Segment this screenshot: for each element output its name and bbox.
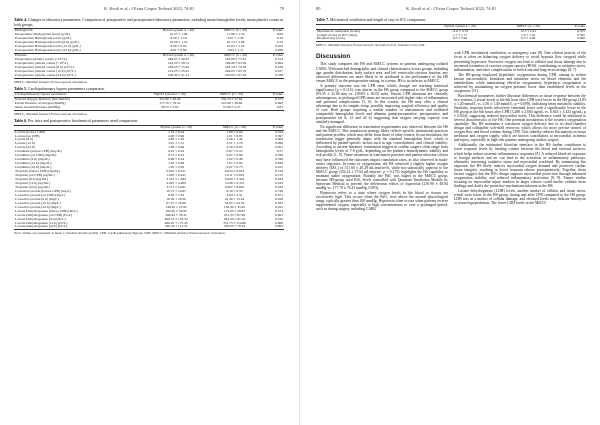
table-cell: 0.050 xyxy=(275,44,283,48)
table-cell: 8.5 ± 3.96 xyxy=(421,37,499,41)
column-header: Hybrid system n = 20) xyxy=(421,24,499,29)
table-cell: 0.574 xyxy=(275,208,283,213)
table6 xyxy=(14,125,284,231)
table-cell: 10.63 ± 1.19 xyxy=(226,44,245,48)
text-column-left xyxy=(316,51,448,212)
table-cell: 0.69 xyxy=(276,32,283,37)
column-header: MiECC (n = 20) xyxy=(499,24,557,29)
table-cell: 2.01 ± 0.85 xyxy=(226,133,243,138)
table7 xyxy=(316,24,586,43)
table-cell: Creatinine (on CPB) (mg/dL) xyxy=(15,153,57,158)
table-cell: 9.01 ± 0.84 xyxy=(170,47,187,52)
table-cell: Mechanical ventilation (hours) xyxy=(317,28,361,33)
table-cell: 175.65 ± 28.07 xyxy=(223,208,246,213)
table7-note: MiECC, Minimal Invasive Extracorporeal circulation; ICU, Intensive Care Unit. xyxy=(316,43,426,48)
table-cell: 1.68 ± 0.60 xyxy=(226,129,243,134)
table-cell: 233.10 ± 70.58 xyxy=(225,64,247,69)
column-header: P value xyxy=(557,24,586,29)
table-cell: 58.55 ± 3.97 xyxy=(135,106,206,110)
table-cell: 0.768 xyxy=(275,153,283,158)
table-cell: 282.20 ± 81.02 xyxy=(223,216,246,221)
table-cell: 1.02 ± 0.48 xyxy=(226,157,243,162)
table-cell: 0.058 xyxy=(275,196,283,201)
table-cell: Postoperative platelet counts (×10⁹/L) xyxy=(15,60,69,65)
table6-label: Table 6. xyxy=(14,119,28,124)
table-cell: Postoperative Hemoglobin levels (12 h) (g/dL) xyxy=(15,44,81,48)
column-header: P value xyxy=(258,93,284,98)
table-cell: 214.25 ± 45.41 xyxy=(167,68,190,73)
table-cell: C-reactive protein (before CPB) (mg/L) xyxy=(15,188,71,193)
table-cell: Preoperative platelet counts (×10⁹/L) xyxy=(15,56,67,61)
table-cell: 3.51 ± 1.76 xyxy=(226,141,243,146)
table-cell: 406.73 ± 178.54 xyxy=(164,216,188,221)
table-cell: Postoperative platelet counts (12 h) (10⁹/L) xyxy=(15,68,76,73)
body-paragraph: This study compares the HS and MiECC systems in patients undergoing isolated CABG. With matched demographic and clinical characteristics across groups, including age, gender distribution, body surface area, and left ventricular ejection fraction, any observed differences are more likely to be attributed to the performance of the HS versus MiECC in the perioperative setting; in a sense, HS is no inferior to MiECC. xyxy=(316,62,448,83)
table-cell: Creatinine (6 h) (mg/dL) xyxy=(15,157,50,162)
table-cell: Lactate (12 h) xyxy=(15,141,35,146)
column-header: MiECC (n = 20) xyxy=(205,93,258,98)
table-cell: Hybrid system n = 20) xyxy=(146,53,211,57)
table-row xyxy=(14,225,284,229)
table-cell: 0.97 ± 0.75 xyxy=(226,165,243,170)
table-cell: 0.291 xyxy=(275,204,283,209)
table-cell: 351.75 ± 114.80 xyxy=(223,220,246,225)
table-cell: 0.010 xyxy=(275,216,283,221)
table-cell: 0.090 xyxy=(275,141,283,146)
body-paragraph: No significant difference in transfusion requirements was observed between the HS and the MiECC. This transfusion strategy likely reflects specific institutional practices and patient profiles, which may differ from those of other centers. In our institution, the transfusion trigger generally aligns with the standard hemoglobin level, which is influenced by patient-specific factors such as age, comorbidities, and clinical stability. According to current literature, transfusion triggers in cardiac surgery often range from hemoglobin levels of 7-8 g/dL, depending on the patient's hemodynamic stability and risk profile [1, 5]. These variations in transfusion practices and patient selection criteria may have influenced the outcomes impact transfusion rates, as also observed in multi-center registries. In terms of oxygenation, the HS achieved a slightly higher oxygen delivery (DO₂) of 311.60 ± 28.29 mL/min/m²/h, while not statistically superior to the MiECC group (332.23 ± 57.64 mL/min/m², p = 0.275), highlights the HS capability to maintain stable oxygenation. Notably, the Pa0₂ was higher in the MiECC group, because HS-group used Pa0₂ levels controlled with Quantum Ventilation Module by Spectrum Medical to prevent the deleterious effects of hyperoxia (210.90 ± 49.84 mmHg vs. 177.70 ± 76.41 mmHg, 0.093). xyxy=(316,125,448,190)
table-cell: 12.5 ± 2.41 xyxy=(520,28,537,33)
table-cell: Creatinine (24 h) (mg/dL) xyxy=(15,165,52,170)
table-cell: 0.597 xyxy=(275,133,283,138)
table-cell: C-reactive protein (on CPB) (mg/L) xyxy=(15,192,66,197)
table-cell: 1.7 ± 1.17 xyxy=(452,32,468,37)
table-cell: 0.324 xyxy=(275,129,283,134)
table4-caption xyxy=(14,18,284,27)
table-cell: 199.90 ± 63.59 xyxy=(225,60,247,65)
table-cell: 1.011 ± 0.632 xyxy=(224,173,245,178)
table-cell: 10.26 ± 1.16 xyxy=(169,40,188,45)
column-header: Cardiopulmonary bypass parameters xyxy=(14,93,135,98)
table-cell: Mean Arterial Pressure (mmHg) xyxy=(14,106,135,110)
table-cell: 0.064 xyxy=(275,60,283,65)
table-cell: Lactate (before CPB) xyxy=(15,129,45,134)
table-cell: P value xyxy=(260,53,284,57)
table-cell: 269.65 ± 40.67 xyxy=(167,56,190,61)
table-cell: 10.75 ± 14.65 xyxy=(166,188,186,193)
table-cell: 0.023 ± 0.012 xyxy=(224,169,245,174)
table-cell: 0.352 xyxy=(275,200,283,205)
running-head-left xyxy=(14,6,284,15)
table-cell: 4.007 ± 4.409 xyxy=(166,180,186,185)
table-cell: Postoperative platelet counts (24 h) (10⁹/L) xyxy=(14,74,146,78)
table-cell: C-reactive protein (12 h) (mg/L) xyxy=(15,200,61,205)
table-cell: 0.23 xyxy=(276,40,283,45)
table-cell: 210.90 ± 49.84 xyxy=(221,101,243,106)
table-cell: 57.89 ± 4.27 xyxy=(205,106,258,110)
table4-caption-text: Changes in laboratory parameters. Comparison of preoperative and postoperative laboratory parameters, including mean hemoglobin levels, mean platelet counts in both groups. xyxy=(14,18,284,27)
left-page xyxy=(4,0,292,425)
table-cell: 1.05 ± 0.50 xyxy=(168,165,185,170)
table-cell: 1.9 ± 1.16 xyxy=(521,32,536,37)
table7-caption xyxy=(316,18,586,23)
table-cell: 16.59 ± 18.30 xyxy=(166,196,186,201)
table-cell: 1.54 ± 0.54 xyxy=(168,129,185,134)
table-cell: 3.01 ± 1.51 xyxy=(168,141,185,146)
table-cell: 1.02 ± 0.48 xyxy=(168,161,185,166)
table5 xyxy=(14,92,284,111)
table-cell: 12.27 ± 1.96 xyxy=(169,32,188,37)
body-paragraph: Hyperoxia refers to a state where oxygen levels in the blood or tissues are excessively high. This occurs when the PaO₂ rises above the normal physiological range, typically greater than 100 mmHg. Hyperoxia often occurs when patients receive supplemental oxygen, especially at high concentrations or over a prolonged period, such as during surgery including CABG xyxy=(316,190,448,212)
table-cell: 4.84 ± 4.31 xyxy=(226,192,243,197)
table-cell: P value xyxy=(260,29,284,33)
body-paragraph: A primary outcome was the CPB time, which, though not reaching statistical significance (p = 0.114), was shorter in the HS group compared to the MiECC group (93.55 ± 31.06 min vs. 109.65 ± 30.02 min). Shorter CPB durations are clinically advantageous, as prolonged CPB times are associated with higher risks of inflammation and potential complications [3, 6]. In this context, the HS may offer a clinical advantage due to its simpler setup, possibly improving surgical efficiency and quality of care. Both groups requiring a similar number of anastomoses and exhibited comparable hemoglobin levels and albumin pump-preoperative, perioperative, and postoperative (at 6, 12 and 24 h) suggesting that oxygen carrying capacity was similarly managed. xyxy=(316,83,448,125)
table-cell: 0.836 xyxy=(275,161,283,166)
table-cell: C-reactive protein (24 h) (mg/L) xyxy=(15,204,61,209)
table-cell: 0.91 ± 0.24 xyxy=(168,149,185,154)
table-cell: 0.87 ± 0.22 xyxy=(226,149,243,154)
table-cell: 0.728 xyxy=(275,188,283,193)
table-cell: C-reactive protein (6 h) (mg/L) xyxy=(15,196,59,201)
table-cell: 0.555 xyxy=(577,28,585,33)
table-cell: 0.061 xyxy=(275,212,283,217)
right-page xyxy=(306,0,594,425)
table-cell: 0.938 xyxy=(275,47,283,52)
table-cell: Lactate Dehydrogenase (24 h) (IU/L) xyxy=(14,225,143,229)
table-cell: Creatinine (before CPB) (mg/dL) xyxy=(15,149,62,154)
table4-note: MiECC, Minimal Invasive Extracorporeal circulation. xyxy=(14,79,88,84)
table-cell: Postoperative Hemoglobin levels (24 h) (g/dL) xyxy=(15,47,81,52)
table-cell: 0.006 xyxy=(275,220,283,225)
table-cell: 0.243 xyxy=(275,180,283,185)
table-cell: Troponin (24 h) (ng/mL) xyxy=(15,184,50,189)
table-cell: 332.23 ± 57.64 xyxy=(221,97,243,102)
table-cell: 4.56 ± 1.40 xyxy=(226,137,243,142)
table-cell: 0.756 xyxy=(275,169,283,174)
table-cell: Length of stay in ICU (days) xyxy=(317,32,358,37)
table-cell: 0.433 xyxy=(275,184,283,189)
table-cell: 8.56 ± 1.16 xyxy=(170,36,187,41)
table-cell: Creatinine (12 h) (mg/dL) xyxy=(15,161,52,166)
table-cell: 0.592 xyxy=(577,32,585,37)
table-cell: 0.221 xyxy=(275,165,283,170)
table4 xyxy=(14,28,284,78)
table6-note: Note: Values are presented as mean ± standard deviation (SD). CPB, Cardiopulmonary Bypass; CPB, MiECC, Minimal Invasive Extracorporeal circulation. xyxy=(14,231,226,236)
journal-citation: K. Keuli et al.: J Extra Corpor Technol 2023, 74:81 xyxy=(103,6,195,11)
table-cell: Hospital stay (days) xyxy=(316,37,421,41)
text-column-right xyxy=(454,51,586,212)
table4-label: Table 4. xyxy=(14,18,28,22)
table6-caption-text: Pre, intra and postoperative biochemical parameters trend comparison. xyxy=(28,119,138,124)
table-cell: Lactate Dehydrogenase (6 h) (IU/L) xyxy=(15,216,66,221)
table-cell: 238.65 ± 75.62 xyxy=(167,64,190,69)
table-cell: 216.00 ± 67.18 xyxy=(211,74,260,78)
table-cell: Troponin (before CPB) (ng/mL) xyxy=(15,169,61,174)
body-paragraph: Biochemical parameters further illustrate differences in tissue response between the two systems. Lactate levels at the 6th hour after CPB were lower in the HS-group (2.85 ± 1.20 mmol/L vs. 4.56 ± 1.40 mmol/L; p = 0.009), indicating better metabolic stability. Similarly, troponin levels selectively remained lower with a significantly lower in the HS group at the 6th hours after CPB (3.288 ± 2.684 ng/mL vs. 6.843 ± 3.423 ng/mL; p = 0.024), suggesting reduced myocardial stress. This difference could be attributed to several characteristics of the HS. One potential mechanism is the system's oxygenation capability. The HS maintains a consistent oxygen delivery due to its dual-chamber design and collapsible soft-shell reservoir, which allows for more precise control of oxygen flow and blood volume during CPB. This stability reduces fluctuations in tissue perfusion and oxygen supply, which are known contributors to myocardial ischemia and injury, especially in high-risk patients undergoing cardiac surgery. xyxy=(454,93,586,143)
table-cell: 286.42 ± 78.31 xyxy=(165,212,187,217)
table-cell: 2.85 ± 1.20 xyxy=(168,137,185,142)
table-cell: 140.95 ± 23.95 xyxy=(165,204,187,209)
table-cell: Lactate (6 h) xyxy=(15,137,33,142)
table-cell: 3.412 ± 1.584 xyxy=(166,177,186,182)
table-cell: Troponin (12 h) (ng/mL) xyxy=(15,180,50,185)
table7-caption-text: Mechanical ventilation and length of stay in ICU comparison. xyxy=(330,18,427,22)
column-header: MiECC (n = 20) xyxy=(210,125,260,130)
table-cell: 0.153 xyxy=(275,173,283,178)
discussion-body xyxy=(316,51,586,212)
column-header: P value xyxy=(260,125,285,130)
table-cell: Hemoglobin xyxy=(14,29,146,33)
page-number: 79 xyxy=(279,6,284,11)
table-cell: 231.35 ± 87.09 xyxy=(223,212,246,217)
table-cell: 0.024 xyxy=(275,177,283,182)
table-cell: Lactate Dehydrogenase (12 h) (IU/L) xyxy=(15,220,68,225)
table-cell: Platelets xyxy=(14,53,146,57)
table-cell: Preoperative Hemoglobin levels (g/dL) xyxy=(15,32,70,37)
table-cell: 1.96 ± 0.68 xyxy=(168,145,185,150)
table5-label: Table 5. xyxy=(14,86,28,91)
table-cell: 8.5 ± 2.09 xyxy=(499,37,557,41)
section-heading: Discussion xyxy=(316,53,351,61)
table6-caption xyxy=(14,119,284,124)
table-cell: 11.99 ± 1.79 xyxy=(226,32,245,37)
table-cell: 196.30 ± 41.12 xyxy=(146,74,211,78)
table-row xyxy=(316,37,586,41)
table-cell: 9.01 ± 1.40 xyxy=(227,36,244,41)
table-cell: 4.067 ± 6.822 xyxy=(224,184,245,189)
body-paragraph: Additionally, the minimized blood-air interface in the HS further contributes to lower troponin levels by limiting contact between the blood and external surfaces, which helps reduce systemic inflammatory responses [8]. A reduced blood-air exposure to foreign surfaces and air can lead to the activation of inflammatory pathways, ultimately increasing oxidative stress and myocardial workload. By minimizing this exposure, the HS likely reduces myocardial oxygen demand and preserves cardiac tissue integrity, resulting in lower troponin release postoperatively. Together, these factors suggest that the HS's design supports myocardial protection through enhanced oxygenation stability and reduced inflammatory activation [8, 9]. Future studies focusing on myocardial injury markers in larger cohorts could further validate these findings and clarify the protective mechanisms inherent in the HS. xyxy=(454,143,586,188)
table-cell: 177.70 ± 76.41 xyxy=(159,101,181,106)
table-cell: 3.711 ± 5.091 xyxy=(166,184,186,189)
table-cell: 0.61 xyxy=(258,106,284,110)
column-header: Hybrid system n = 20) xyxy=(135,93,206,98)
table-cell: Internal Oxygen Delivery (mL/min/m²) xyxy=(15,97,71,102)
body-paragraph: The HS-group employed hyperbaric oxygenation during CPB, aiming to reduce known microembolic formation and minimize stress on blood elements and the endothelium, while maintaining effective oxygenation; hyperbaric oxygenation is achieved by maintaining an oxygen pressure lower than established levels in the oxygenator [11]. xyxy=(454,72,586,93)
table-cell: 0.009 xyxy=(275,137,283,142)
table-cell: 10.74 ± 1.28 xyxy=(226,40,245,45)
table-cell: 9.93 ± 1.11 xyxy=(227,47,244,52)
table-cell: Postoperative Hemoglobin levels (6 h) (g/dL) xyxy=(15,40,79,45)
table-cell: 2.00 ± 0.90 xyxy=(168,133,185,138)
table-row xyxy=(14,106,284,110)
table-cell: 222.00 ± 75.14 xyxy=(225,56,247,61)
table-cell: 0.338 xyxy=(260,74,284,78)
table-cell: 0.275 xyxy=(275,97,283,102)
table-cell: 5.248 ± 6.351 xyxy=(224,180,245,185)
column-header: Hybrid system n = 20) xyxy=(143,125,210,130)
table-cell: 2.50 ± 0.93 xyxy=(226,145,243,150)
table-cell: Postoperative Hemoglobin levels (g/dL) xyxy=(15,36,72,41)
table-cell: Troponin (6 h) (ng/mL) xyxy=(15,177,49,182)
table-cell: 311.60 ± 28.29 xyxy=(159,97,181,102)
table-cell: Lactate (24 h) xyxy=(15,145,35,150)
table7-label: Table 7. xyxy=(316,18,330,22)
table-cell: 67.27 ± 25.06 xyxy=(166,200,186,205)
table-cell: 0.690 xyxy=(557,37,586,41)
table-cell: 3.845 ± 3.422 xyxy=(224,177,245,182)
table-cell: 6.82 ± 7.42 xyxy=(168,192,185,197)
table-cell: 0.99 ± 0.34 xyxy=(168,157,185,162)
table-cell: 0.10 xyxy=(276,36,283,41)
table-cell: 11.6 ± 3.79 xyxy=(452,28,468,33)
table5-note: MiECC, Minimal Invasive Extracorporeal circulation. xyxy=(14,112,88,117)
table5-caption-text: Cardiopulmonary bypass parameters comparison. xyxy=(28,86,106,91)
page-number: 80 xyxy=(316,6,321,11)
table-cell: Lactate Dehydrogenase (on CPB) (IU/L) xyxy=(15,212,73,217)
table-cell: 9.96 ± 0.94 xyxy=(170,44,187,48)
table-cell: 204.05 ± 63.79 xyxy=(225,68,247,73)
table-cell: 0.476 xyxy=(275,64,283,69)
table-cell: 0.75 ± 0.25 xyxy=(168,153,185,158)
table-cell: 130.30 ± 45.95 xyxy=(223,204,246,209)
table-cell: MiECC (n = 20) xyxy=(211,29,260,33)
table-cell: 8.50 ± 6.50 xyxy=(226,188,243,193)
table-cell: 0.871 xyxy=(275,192,283,197)
running-head-right xyxy=(316,6,586,15)
table-cell: 0.051 xyxy=(275,145,283,150)
table-cell: 52.65 ± 24.76 xyxy=(224,200,245,205)
table-cell: Partial Pressure of Oxygen (mmHg) xyxy=(15,101,66,106)
table-cell: 0.87 ± 0.80 xyxy=(226,153,243,158)
table-cell: 0.768 xyxy=(275,157,283,162)
table-cell: Hybrid system n = 20) xyxy=(146,29,211,33)
table-cell: Postoperative platelet counts (6 h) (10⁹/L) xyxy=(15,64,74,69)
body-paragraph: with CPB, mechanical ventilation, or emergency care [8]. One clinical priority of the focus is often on balancing oxygen delivery to avoid hypoxia (low oxygen) while preventing hyperoxia. Excessive oxygen can lead to cellular and tissue damage due to increased formation of reactive oxygen species (ROS), contributing to oxidative stress, inflammation, and other complications in both acute and long-term settings [8, 7]. xyxy=(454,51,586,72)
table-cell: 1.07 ± 0.85 xyxy=(226,161,243,166)
table-cell: 163.50 ± 58.72 xyxy=(167,60,190,65)
table-cell: Troponin (on CPB) (ng/mL) xyxy=(15,173,55,178)
table-cell: 339.95 ± 78.19 xyxy=(210,225,260,229)
table5-caption xyxy=(14,87,284,92)
body-paragraph: Lactate dehydrogenase (LDH) levels, another marker of cellular and tissue stress, which were lower in the HS-group, during and after CPB compared to the HS group. LDH acts as a marker of cellular damage, and elevated levels may indicate hemolysis or tissue hypoperfusion. The lower LDH levels in the MiECC xyxy=(454,188,586,206)
journal-citation: K. Keuli et al.: J Extra Corpor Technol 2023, 74:81 xyxy=(405,6,497,11)
table-cell: 0.227 xyxy=(275,68,283,73)
table-cell: 0.093 xyxy=(275,101,283,106)
table-cell: 0.514 xyxy=(275,56,283,61)
table-cell: 0.021 ± 0.011 xyxy=(166,169,186,174)
table-cell: 0.005 xyxy=(260,225,285,229)
table-cell: 0.57 xyxy=(276,149,283,154)
page-gutter xyxy=(299,0,300,425)
table-cell: 480.45 ± 175.45 xyxy=(164,220,188,225)
table-cell: 430.50 ± 112.51 xyxy=(143,225,210,229)
table-cell: 22.30 ± 15.44 xyxy=(224,196,245,201)
table-cell: 182.05 ± 32.82 xyxy=(165,208,187,213)
table-cell: Lactate (on CPB) xyxy=(15,133,40,138)
table-cell: MiECC (n = 20) xyxy=(211,53,260,57)
table-cell: Lactate Dehydrogenase (before CPB) (IU/L) xyxy=(15,208,78,213)
table-cell: 1.005 ± 0.445 xyxy=(166,173,186,178)
table-row xyxy=(14,74,284,78)
